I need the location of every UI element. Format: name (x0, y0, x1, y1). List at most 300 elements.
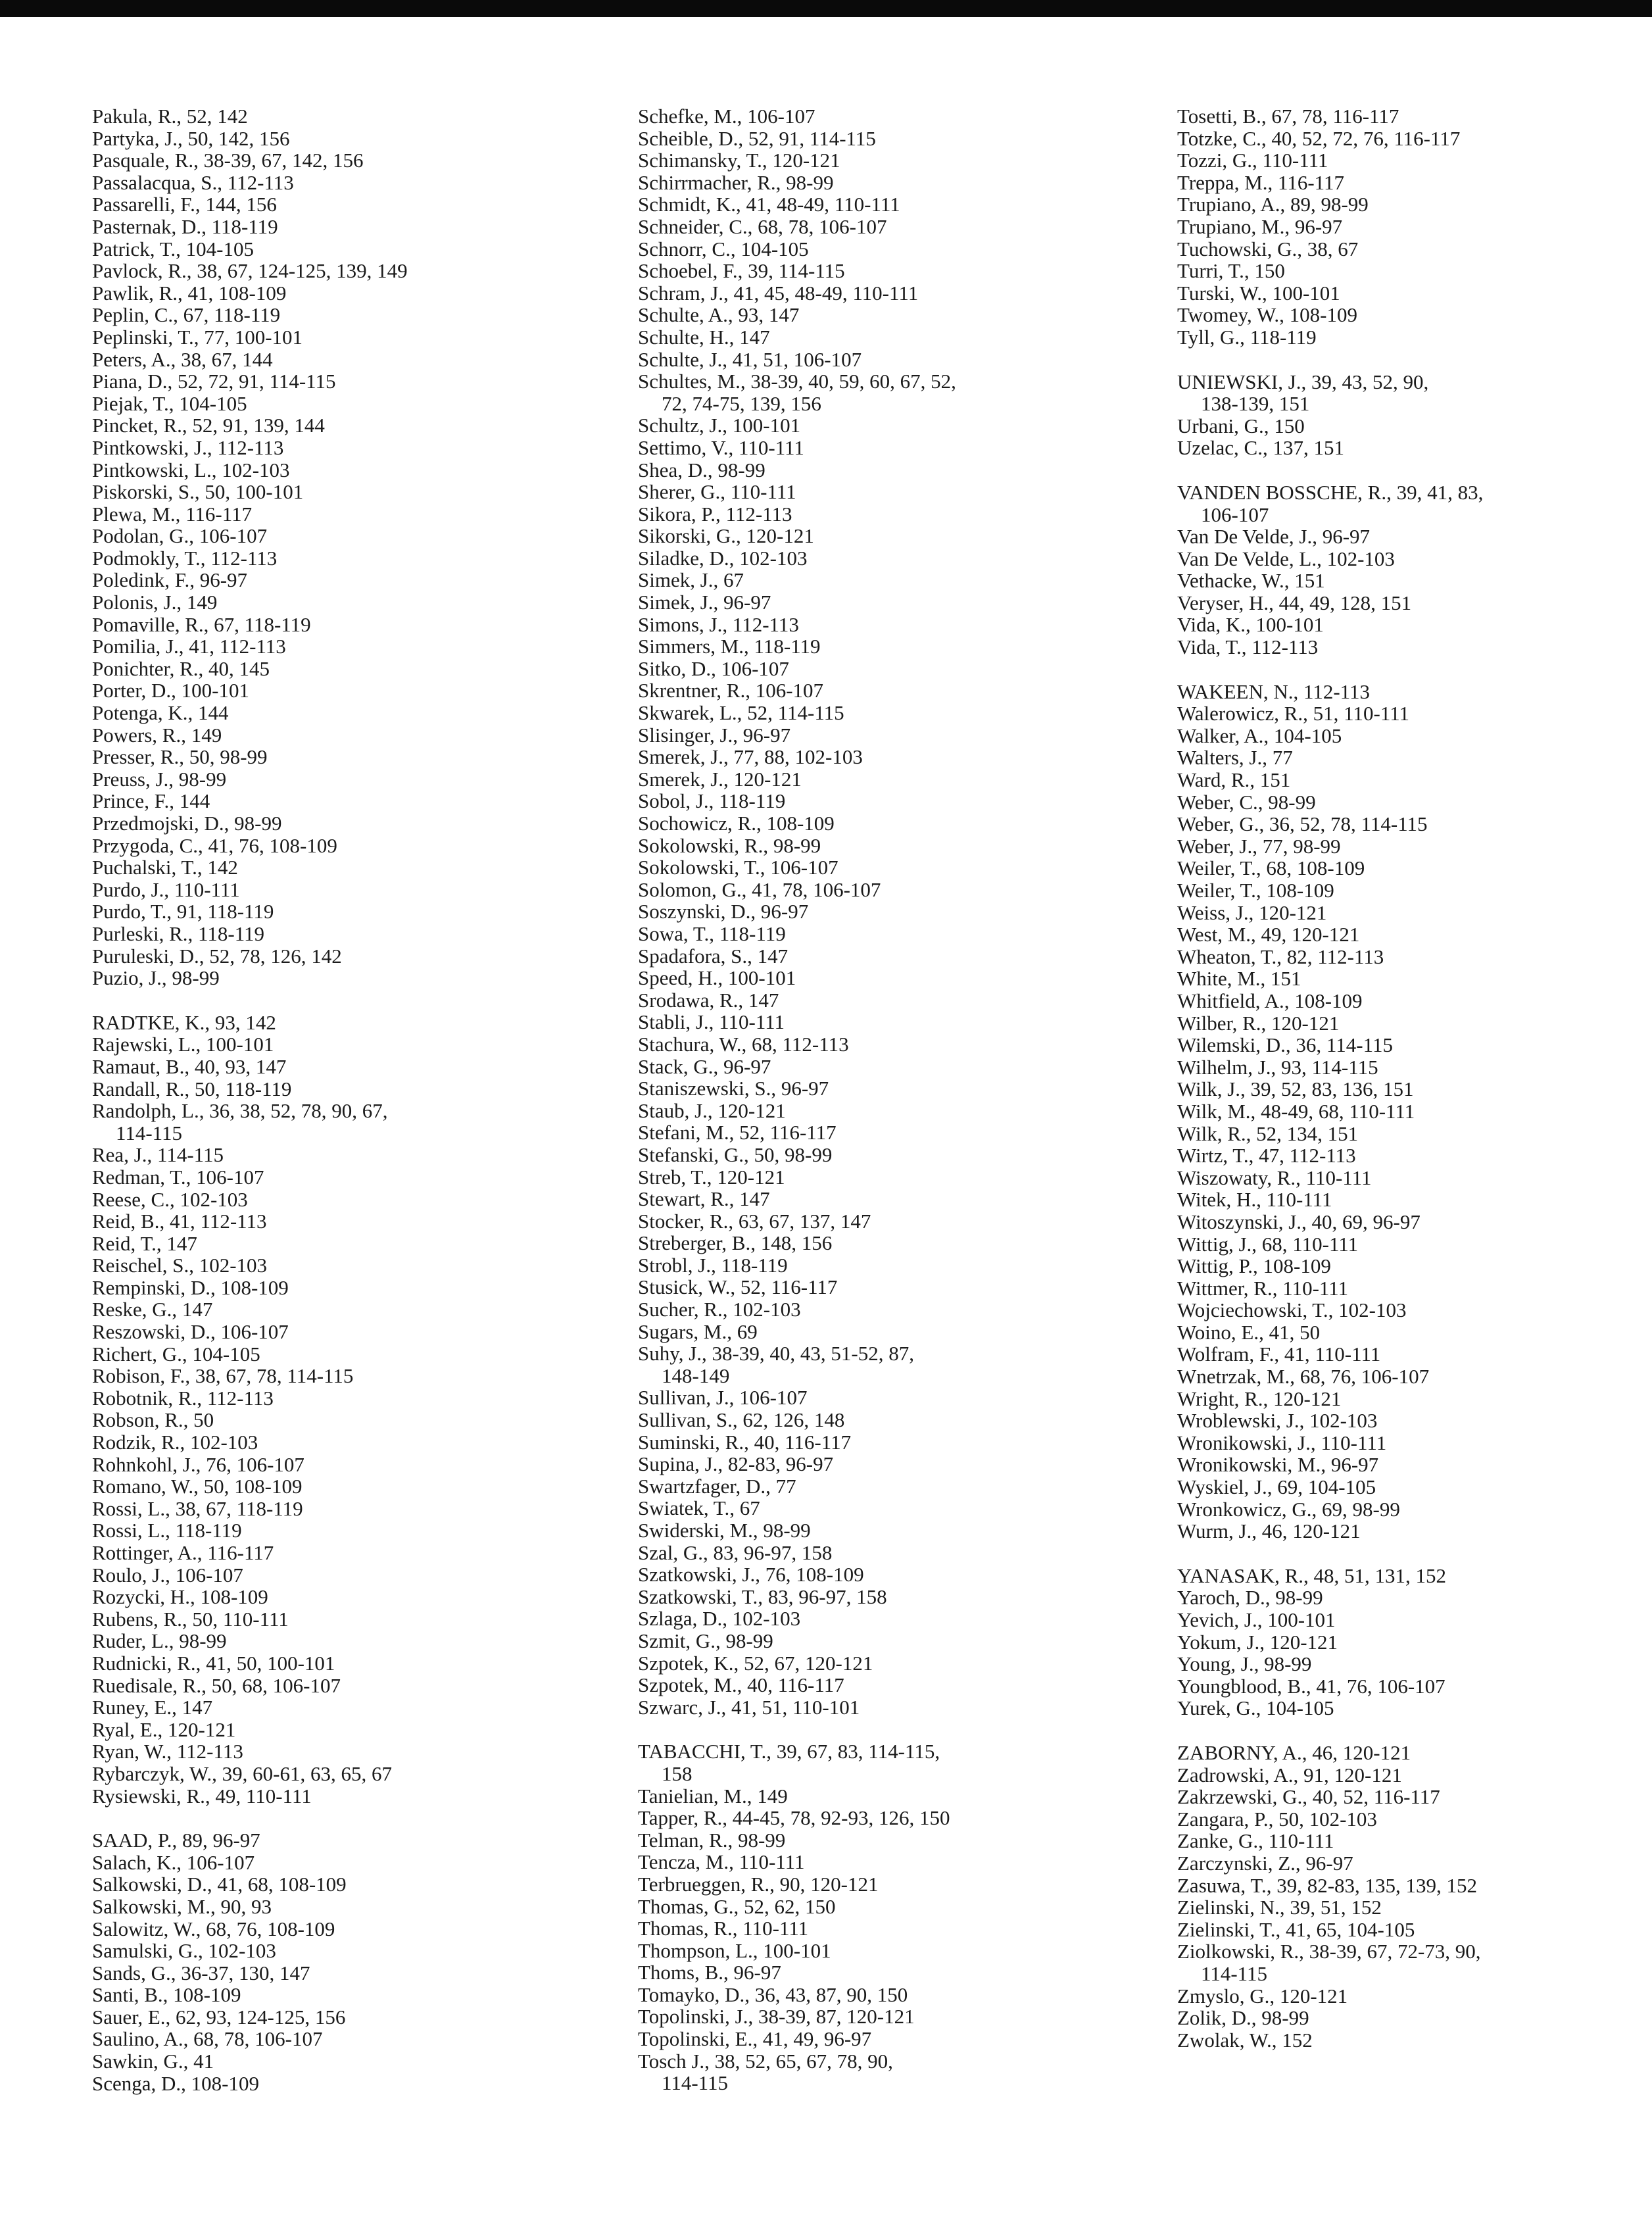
index-entry (92, 1852, 408, 1874)
index-entry (638, 1475, 956, 1498)
index-entry-text: Zielinski, N., 39, 51, 152 (1177, 1896, 1382, 1919)
index-entry-text: Van De Velde, L., 102-103 (1177, 547, 1395, 570)
index-entry-text: Piskorski, S., 50, 100-101 (92, 480, 304, 504)
index-entry-text: Salkowski, M., 90, 93 (92, 1894, 272, 1918)
index-entry (92, 547, 408, 570)
index-entry (92, 1918, 408, 1940)
index-entry (1177, 326, 1483, 349)
index-entry (1177, 1587, 1483, 1609)
index-entry (1177, 813, 1483, 835)
index-entry-text: Tuchowski, G., 38, 67 (1177, 237, 1359, 260)
index-entry-text: Zarczynski, Z., 96-97 (1177, 1851, 1353, 1875)
index-entry-text: Simek, J., 67 (638, 568, 744, 592)
index-entry-continuation: 114-115 (1201, 1961, 1268, 1985)
index-entry (92, 149, 408, 172)
index-entry-text: Schnorr, C., 104-105 (638, 237, 809, 260)
index-entry (1177, 1830, 1483, 1852)
section-gap (1177, 349, 1483, 371)
index-entry (638, 172, 956, 194)
index-entry (1177, 1056, 1483, 1079)
index-entry (92, 105, 408, 128)
index-entry-text: Weiler, T., 108-109 (1177, 879, 1334, 902)
index-section-head-entry (1177, 481, 1483, 526)
index-section-head-entry (1177, 1742, 1483, 1764)
index-entry (638, 1564, 956, 1586)
index-entry (638, 216, 956, 238)
index-entry (1177, 857, 1483, 879)
index-entry-text: Sokolowski, T., 106-107 (638, 856, 838, 879)
index-entry (638, 1807, 956, 1829)
index-entry-text: Scheible, D., 52, 91, 114-115 (638, 126, 876, 150)
index-entry-text: Reese, C., 102-103 (92, 1187, 248, 1211)
index-entry-text: Swartzfager, D., 77 (638, 1474, 796, 1498)
index-entry-text: Przedmojski, D., 98-99 (92, 812, 282, 835)
index-entry-text: Ryan, W., 112-113 (92, 1740, 243, 1763)
index-entry (92, 326, 408, 349)
index-entry (92, 1719, 408, 1741)
index-entry (638, 1011, 956, 1033)
index-entry-text: White, M., 151 (1177, 967, 1301, 991)
index-entry-text: Sikora, P., 112-113 (638, 502, 792, 526)
section-gap (1177, 1719, 1483, 1742)
index-entry-text: Rottinger, A., 116-117 (92, 1541, 274, 1564)
index-entry-text: Spadafora, S., 147 (638, 944, 789, 968)
index-entry (92, 1498, 408, 1520)
index-column-3 (1177, 105, 1483, 2051)
index-entry-text: Tencza, M., 110-111 (638, 1850, 805, 1874)
index-entry (1177, 769, 1483, 791)
index-entry-text: Turri, T., 150 (1177, 259, 1285, 283)
index-entry-text: Rossi, L., 38, 67, 118-119 (92, 1496, 303, 1520)
index-entry-text: Szal, G., 83, 96-97, 158 (638, 1540, 833, 1564)
index-entry (638, 1431, 956, 1454)
index-entry (638, 547, 956, 570)
index-entry (638, 1033, 956, 1056)
index-entry-text: Randolph, L., 36, 38, 52, 78, 90, 67, (92, 1099, 388, 1123)
index-entry (1177, 1343, 1483, 1366)
index-entry-text: Ruder, L., 98-99 (92, 1629, 227, 1653)
index-entry-text: Purdo, T., 91, 118-119 (92, 900, 274, 923)
index-entry-text: Terbrueggen, R., 90, 120-121 (638, 1872, 879, 1896)
index-entry (92, 724, 408, 747)
index-entry-text: Pasternak, D., 118-119 (92, 214, 278, 238)
index-entry (92, 1454, 408, 1476)
index-entry-text: Zasuwa, T., 39, 82-83, 135, 139, 152 (1177, 1873, 1478, 1897)
index-entry (92, 172, 408, 194)
index-entry (638, 1453, 956, 1475)
index-entry (638, 812, 956, 835)
index-entry (638, 370, 956, 414)
index-entry (1177, 1896, 1483, 1919)
index-entry (92, 1564, 408, 1587)
index-entry (638, 1829, 956, 1852)
index-entry (1177, 1454, 1483, 1476)
index-entry-text: Stachura, W., 68, 112-113 (638, 1032, 849, 1056)
index-entry (1177, 1299, 1483, 1321)
index-entry-text: Trupiano, A., 89, 98-99 (1177, 193, 1369, 216)
index-entry (638, 1166, 956, 1189)
index-entry-text: Skwarek, L., 52, 114-115 (638, 701, 844, 725)
index-entry (1177, 835, 1483, 858)
index-entry-text: Potenga, K., 144 (92, 701, 229, 725)
index-entry (638, 1630, 956, 1652)
section-gap (638, 1718, 956, 1740)
index-entry-text: Salkowski, D., 41, 68, 108-109 (92, 1873, 347, 1896)
index-entry (92, 414, 408, 437)
index-entry-text: Wolfram, F., 41, 110-111 (1177, 1342, 1381, 1366)
index-entry-text: Szatkowski, T., 83, 96-97, 158 (638, 1585, 887, 1608)
index-entry-text: Reischel, S., 102-103 (92, 1254, 268, 1277)
index-entry-text: Reske, G., 147 (92, 1298, 213, 1321)
index-entry-text: Weber, J., 77, 98-99 (1177, 834, 1341, 858)
index-entry-text: Piana, D., 52, 72, 91, 114-115 (92, 370, 336, 393)
index-entry-text: Peters, A., 38, 67, 144 (92, 347, 273, 371)
index-entry (92, 349, 408, 371)
index-entry-text: Simek, J., 96-97 (638, 591, 771, 614)
index-entry (92, 128, 408, 150)
index-entry-text: Supina, J., 82-83, 96-97 (638, 1452, 834, 1476)
index-entry (1177, 1078, 1483, 1100)
index-entry-text: Rubens, R., 50, 110-111 (92, 1607, 289, 1631)
index-entry (1177, 1366, 1483, 1388)
index-entry-text: Whitfield, A., 108-109 (1177, 989, 1363, 1012)
index-entry (1177, 968, 1483, 990)
section-gap (1177, 658, 1483, 681)
index-entry (638, 1321, 956, 1343)
index-entry-text: Sobol, J., 118-119 (638, 789, 786, 813)
index-entry-text: Weber, C., 98-99 (1177, 790, 1316, 814)
index-entry (92, 1210, 408, 1233)
index-entry-text: Wurm, J., 46, 120-121 (1177, 1519, 1361, 1543)
index-entry (638, 1188, 956, 1210)
index-entry (92, 1431, 408, 1454)
index-entry-text: Zanke, G., 110-111 (1177, 1829, 1334, 1853)
index-entry (1177, 1631, 1483, 1654)
index-entry-text: Yokum, J., 120-121 (1177, 1630, 1338, 1654)
index-entry-text: Patrick, T., 104-105 (92, 237, 254, 260)
index-entry-text: Romano, W., 50, 108-109 (92, 1475, 303, 1498)
index-entry (1177, 636, 1483, 658)
section-gap (1177, 1542, 1483, 1565)
index-entry (92, 1343, 408, 1366)
index-entry (1177, 1940, 1483, 1984)
index-entry-text: Podmokly, T., 112-113 (92, 546, 278, 570)
index-entry (92, 503, 408, 526)
index-entry (638, 105, 956, 128)
index-entry (92, 746, 408, 768)
index-entry-text: Salach, K., 106-107 (92, 1850, 255, 1874)
index-entry-text: Wilhelm, J., 93, 114-115 (1177, 1055, 1378, 1079)
index-entry (92, 635, 408, 658)
index-entry-text: Wright, R., 120-121 (1177, 1387, 1342, 1410)
index-entry-text: Puchalski, T., 142 (92, 856, 238, 879)
index-entry (92, 1586, 408, 1608)
index-entry (92, 923, 408, 945)
index-entry-text: Wittig, P., 108-109 (1177, 1254, 1331, 1278)
index-entry (92, 1144, 408, 1166)
index-entry-text: Rea, J., 114-115 (92, 1143, 224, 1167)
index-entry-text: Wronkowicz, G., 69, 98-99 (1177, 1497, 1400, 1521)
index-entry (92, 812, 408, 835)
index-entry-text: Telman, R., 98-99 (638, 1828, 786, 1852)
index-entry-text: Pintkowski, L., 102-103 (92, 458, 290, 481)
index-entry (638, 149, 956, 172)
index-entry-text: Robson, R., 50 (92, 1408, 214, 1432)
index-entry-text: Przygoda, C., 41, 76, 108-109 (92, 833, 337, 857)
index-entry (638, 282, 956, 305)
index-entry-text: Ryal, E., 120-121 (92, 1717, 236, 1741)
index-entry-text: Zielinski, T., 41, 65, 104-105 (1177, 1917, 1415, 1941)
index-entry-text: Wronikowski, M., 96-97 (1177, 1453, 1379, 1477)
index-entry-text: Ward, R., 151 (1177, 768, 1291, 792)
index-entry-text: Suminski, R., 40, 116-117 (638, 1430, 852, 1454)
index-entry-text: Saulino, A., 68, 78, 106-107 (92, 2027, 323, 2051)
index-entry-text: Schulte, H., 147 (638, 325, 770, 349)
index-entry-text: Stocker, R., 63, 67, 137, 147 (638, 1209, 871, 1233)
index-entry-text: Reszowski, D., 106-107 (92, 1320, 289, 1344)
section-gap (1177, 459, 1483, 481)
index-entry (638, 193, 956, 216)
index-entry-text: Roulo, J., 106-107 (92, 1563, 243, 1587)
index-entry (638, 1519, 956, 1542)
index-entry (1177, 149, 1483, 172)
index-entry-text: Reid, T., 147 (92, 1231, 197, 1255)
index-entry-text: Walters, J., 77 (1177, 746, 1293, 770)
index-entry (1177, 1919, 1483, 1941)
index-entry (92, 614, 408, 636)
index-entry-text: Weiler, T., 68, 108-109 (1177, 856, 1365, 880)
index-entry-text: Preuss, J., 98-99 (92, 767, 227, 791)
index-entry (92, 1078, 408, 1100)
index-entry (638, 1896, 956, 1918)
index-entry (92, 2028, 408, 2050)
index-entry-text: Suhy, J., 38-39, 40, 43, 51-52, 87, (638, 1342, 914, 1366)
index-entry-text: Srodawa, R., 147 (638, 988, 779, 1012)
index-entry (638, 1785, 956, 1808)
index-entry (92, 591, 408, 614)
index-entry-continuation: 72, 74-75, 139, 156 (662, 391, 821, 415)
index-section-head-entry (1177, 681, 1483, 703)
index-entry (638, 238, 956, 260)
index-entry (638, 1232, 956, 1254)
index-entry-text: Ziolkowski, R., 38-39, 67, 72-73, 90, (1177, 1940, 1481, 1963)
index-entry (1177, 879, 1483, 902)
index-entry (92, 282, 408, 305)
index-entry-text: Szpotek, K., 52, 67, 120-121 (638, 1651, 873, 1675)
index-entry (638, 967, 956, 989)
index-entry-text: Urbani, G., 150 (1177, 414, 1305, 437)
index-entry-text: Wronikowski, J., 110-111 (1177, 1431, 1387, 1454)
index-entry (638, 481, 956, 503)
index-entry-text: Ruedisale, R., 50, 68, 106-107 (92, 1673, 341, 1697)
index-entry-text: Szatkowski, J., 76, 108-109 (638, 1563, 864, 1587)
index-entry (1177, 172, 1483, 194)
index-entry-text: Wilemski, D., 36, 114-115 (1177, 1033, 1393, 1057)
index-entry-text: Pomaville, R., 67, 118-119 (92, 612, 311, 636)
index-entry (638, 989, 956, 1012)
index-entry-text: Solomon, G., 41, 78, 106-107 (638, 877, 881, 901)
index-entry-text: Vida, T., 112-113 (1177, 635, 1319, 659)
index-entry (638, 679, 956, 702)
index-entry-text: Schirrmacher, R., 98-99 (638, 170, 834, 194)
index-section-head-entry (92, 1829, 408, 1852)
index-entry-text: Robison, F., 38, 67, 78, 114-115 (92, 1364, 354, 1388)
index-entry-continuation: 114-115 (662, 2071, 729, 2095)
index-entry-text: Streb, T., 120-121 (638, 1165, 785, 1189)
index-entry (92, 2073, 408, 2095)
index-entry (638, 724, 956, 747)
index-entry-text: Sowa, T., 118-119 (638, 922, 786, 945)
index-entry (92, 1189, 408, 1211)
top-scan-border (0, 0, 1652, 17)
index-entry-text: Siladke, D., 102-103 (638, 546, 808, 570)
index-entry-text: Sullivan, J., 106-107 (638, 1386, 808, 1410)
index-entry-text: Sokolowski, R., 98-99 (638, 833, 821, 857)
index-entry (1177, 614, 1483, 636)
index-entry-text: Pasquale, R., 38-39, 67, 142, 156 (92, 149, 364, 172)
index-entry-text: Twomey, W., 108-109 (1177, 303, 1357, 327)
index-entry (92, 437, 408, 459)
index-entry (638, 1608, 956, 1630)
index-entry-text: Skrentner, R., 106-107 (638, 679, 824, 702)
index-entry-text: Salowitz, W., 68, 76, 108-109 (92, 1917, 335, 1940)
index-entry-text: Wilber, R., 120-121 (1177, 1011, 1340, 1035)
index-entry (1177, 2029, 1483, 2052)
index-entry-text: Wittig, J., 68, 110-111 (1177, 1232, 1359, 1256)
index-entry (1177, 216, 1483, 238)
index-entry-text: Stefanski, G., 50, 98-99 (638, 1143, 833, 1166)
index-entry (638, 1077, 956, 1100)
index-entry (1177, 725, 1483, 747)
index-entry-text: Youngblood, B., 41, 76, 106-107 (1177, 1674, 1446, 1698)
index-entry (1177, 1012, 1483, 1035)
index-entry-text: Piejak, T., 104-105 (92, 391, 247, 415)
index-entry (1177, 946, 1483, 968)
index-section-head-entry (1177, 371, 1483, 415)
index-entry (92, 1763, 408, 1785)
index-entry-text: Topolinski, J., 38-39, 87, 120-121 (638, 2005, 915, 2029)
index-entry-text: Wilk, M., 48-49, 68, 110-111 (1177, 1099, 1415, 1123)
index-section-head-entry (638, 1740, 956, 1785)
index-entry-text: Streberger, B., 148, 156 (638, 1231, 833, 1255)
index-entry-text: Rodzik, R., 102-103 (92, 1431, 258, 1454)
index-entry-text: Schultes, M., 38-39, 40, 59, 60, 67, 52, (638, 370, 956, 393)
index-entry-text: Simmers, M., 118-119 (638, 635, 821, 658)
index-entry-text: Pavlock, R., 38, 67, 124-125, 139, 149 (92, 259, 408, 283)
index-entry (638, 614, 956, 636)
index-entry-text: Staniszewski, S., 96-97 (638, 1077, 829, 1100)
index-entry-text: Rossi, L., 118-119 (92, 1519, 242, 1542)
index-entry (92, 1740, 408, 1763)
index-entry (1177, 570, 1483, 592)
index-entry (638, 1873, 956, 1896)
index-entry-text: Stefani, M., 52, 116-117 (638, 1121, 837, 1145)
index-entry-text: Thomas, R., 110-111 (638, 1917, 809, 1940)
index-entry (1177, 1476, 1483, 1498)
index-entry (92, 1519, 408, 1542)
index-entry-text: Tapper, R., 44-45, 78, 92-93, 126, 150 (638, 1806, 950, 1830)
index-entry-text: Rempinski, D., 108-109 (92, 1275, 289, 1299)
index-entry-text: Wilk, R., 52, 134, 151 (1177, 1121, 1359, 1145)
index-entry-text: Schulte, A., 93, 147 (638, 303, 800, 327)
index-entry (638, 900, 956, 923)
index-entry-text: Sawkin, G., 41 (92, 2050, 214, 2073)
index-entry-text: Tosetti, B., 67, 78, 116-117 (1177, 105, 1399, 128)
index-entry-continuation: 106-107 (1201, 503, 1269, 526)
index-entry-text: Schoebel, F., 39, 114-115 (638, 259, 845, 283)
index-entry-text: Schefke, M., 106-107 (638, 105, 815, 128)
index-entry-text: Tozzi, G., 110-111 (1177, 149, 1328, 172)
index-entry (1177, 1034, 1483, 1056)
index-entry-text: Strobl, J., 118-119 (638, 1253, 788, 1277)
index-entry (638, 702, 956, 724)
index-entry-text: Shea, D., 98-99 (638, 458, 765, 481)
index-entry-text: Schneider, C., 68, 78, 106-107 (638, 214, 887, 238)
index-entry-text: Wheaton, T., 82, 112-113 (1177, 945, 1384, 968)
index-entry-text: Rozycki, H., 108-109 (92, 1585, 268, 1609)
index-entry-continuation: 148-149 (662, 1364, 730, 1387)
index-entry (92, 1321, 408, 1343)
index-entry (92, 1785, 408, 1808)
index-entry (1177, 747, 1483, 769)
index-entry-text: Sugars, M., 69 (638, 1319, 758, 1343)
index-entry (638, 1984, 956, 2006)
index-entry-text: Thompson, L., 100-101 (638, 1938, 831, 1962)
index-entry-text: Sitko, D., 106-107 (638, 656, 789, 680)
index-entry (92, 1100, 408, 1144)
index-entry-text: Thomas, G., 52, 62, 150 (638, 1894, 836, 1918)
index-entry (92, 193, 408, 216)
index-entry (92, 459, 408, 481)
index-entry-text: Turski, W., 100-101 (1177, 281, 1340, 305)
index-entry (638, 503, 956, 526)
index-entry (92, 1409, 408, 1431)
index-entry (92, 2006, 408, 2029)
index-entry-text: Purleski, R., 118-119 (92, 922, 265, 945)
index-entry (92, 1277, 408, 1299)
index-entry-text: Vida, K., 100-101 (1177, 613, 1324, 637)
index-entry (92, 1696, 408, 1719)
index-entry (638, 879, 956, 901)
index-entry (92, 790, 408, 812)
index-entry-text: Pawlik, R., 41, 108-109 (92, 281, 287, 305)
index-entry-text: Szmit, G., 98-99 (638, 1629, 773, 1652)
index-entry (1177, 902, 1483, 924)
index-entry (638, 1409, 956, 1431)
index-entry-text: Rysiewski, R., 49, 110-111 (92, 1784, 312, 1808)
index-entry (1177, 1985, 1483, 2007)
index-entry (92, 1033, 408, 1056)
index-entry-text: Randall, R., 50, 118-119 (92, 1077, 292, 1100)
index-entry (638, 1696, 956, 1719)
index-entry-text: Puruleski, D., 52, 78, 126, 142 (92, 944, 342, 968)
index-entry-text: Smerek, J., 120-121 (638, 767, 802, 791)
index-entry (638, 1210, 956, 1233)
index-entry-text: SAAD, P., 89, 96-97 (92, 1829, 260, 1852)
index-entry (638, 2028, 956, 2050)
index-entry-text: Topolinski, E., 41, 49, 96-97 (638, 2027, 872, 2051)
index-entry-text: Speed, H., 100-101 (638, 966, 796, 990)
index-entry-text: Swiderski, M., 98-99 (638, 1519, 811, 1542)
index-entry (638, 349, 956, 371)
index-entry (638, 1586, 956, 1608)
index-entry (92, 525, 408, 547)
index-entry (638, 768, 956, 791)
index-entry-text: Stewart, R., 147 (638, 1187, 770, 1211)
index-entry-text: Rybarczyk, W., 39, 60-61, 63, 65, 67 (92, 1761, 392, 1785)
index-entry (1177, 702, 1483, 725)
index-entry (1177, 923, 1483, 946)
